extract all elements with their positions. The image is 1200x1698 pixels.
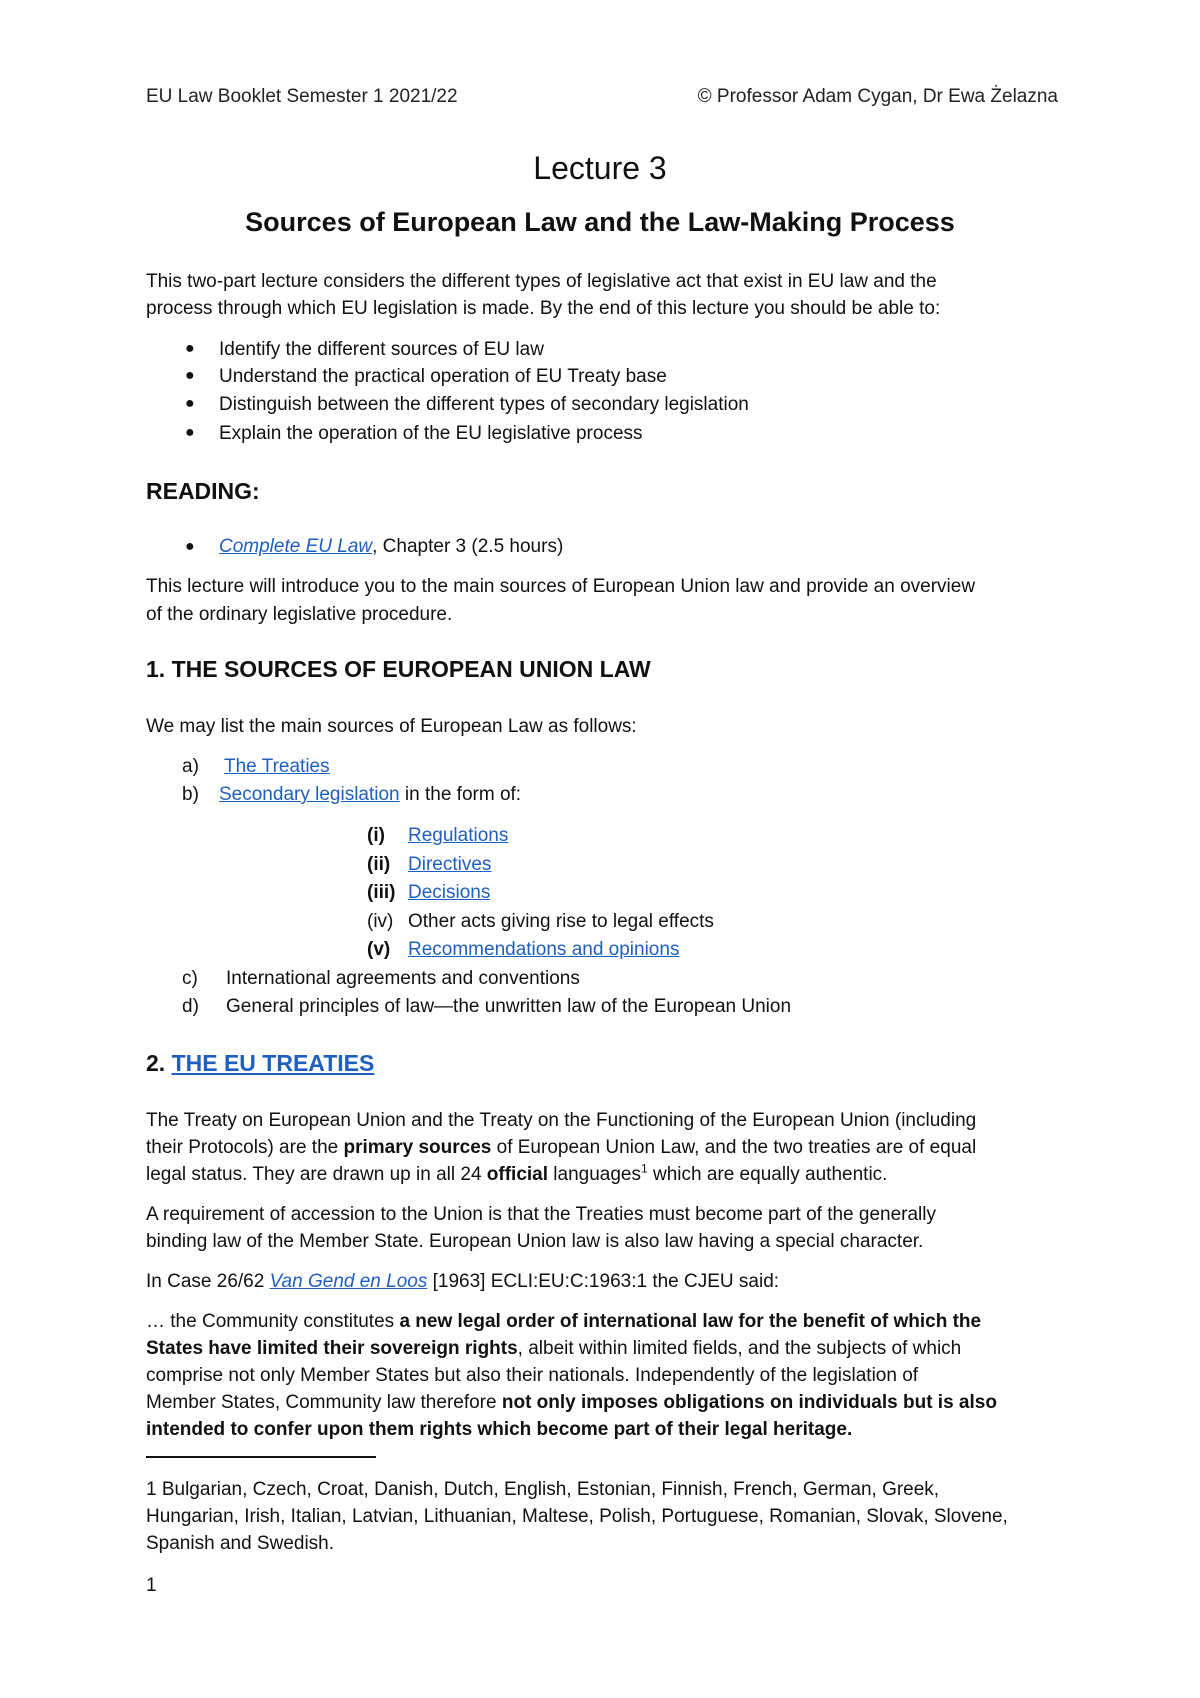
- secondary-legislation-item: [219, 781, 521, 808]
- bullet-icon: ●: [185, 395, 195, 412]
- header-left: EU Law Booklet Semester 1 2021/22: [146, 86, 458, 107]
- reading-item: [219, 533, 563, 560]
- page-number: 1: [146, 1575, 157, 1596]
- p3-line: In Case 26/62 Van Gend en Loos [1963] ECLI:EU:C:1963:1 the CJEU said:: [146, 1271, 780, 1292]
- quote-line-2: States have limited their sovereign rights, albeit within limited fields, and the subjects of which: [146, 1338, 962, 1359]
- bullet-icon: ●: [185, 340, 195, 357]
- list-label-d: d): [182, 996, 199, 1017]
- quote-line-4: Member States, Community law therefore not only imposes obligations on individuals but is also: [146, 1392, 997, 1413]
- list-item-c: International agreements and conventions: [226, 968, 580, 989]
- header-right: © Professor Adam Cygan, Dr Ewa Żelazna: [697, 86, 1058, 107]
- page-subtitle: Sources of European Law and the Law-Making Process: [245, 207, 955, 237]
- section-1-intro: We may list the main sources of European Law as follows:: [146, 716, 637, 737]
- reading-suffix: , Chapter 3 (2.5 hours): [372, 536, 564, 557]
- the-treaties-link[interactable]: [224, 753, 330, 780]
- footnote-line-1: 1 Bulgarian, Czech, Croat, Danish, Dutch, English, Estonian, Finnish, French, German, Greek,: [146, 1479, 940, 1500]
- sub-num: (i): [367, 825, 385, 846]
- sub-num: (ii): [367, 854, 391, 875]
- objective-item: Distinguish between the different types of secondary legislation: [219, 394, 749, 415]
- p1-line-3: legal status. They are drawn up in all 24 official languages$^1$ which are equally authentic.: [146, 1161, 888, 1185]
- page-title: Lecture 3: [533, 150, 667, 186]
- list-label-c: c): [182, 968, 198, 989]
- section-2-number: 2.: [146, 1050, 172, 1076]
- other-acts-text: Other acts giving rise to legal effects: [408, 911, 714, 932]
- sub-num: (iv): [367, 911, 394, 932]
- p1-line-1: The Treaty on European Union and the Treaty on the Functioning of the European Union (including: [146, 1110, 977, 1131]
- bullet-icon: ●: [185, 538, 195, 555]
- recommendations-opinions-link[interactable]: Recommendations and opinions: [408, 939, 680, 960]
- bullet-icon: ●: [185, 367, 195, 384]
- the-treaties-link-text[interactable]: The Treaties: [224, 756, 330, 777]
- secondary-legislation-link[interactable]: Secondary legislation: [219, 784, 400, 805]
- footnote-divider: [146, 1456, 376, 1458]
- van-gend-en-loos-link[interactable]: Van Gend en Loos: [269, 1271, 428, 1292]
- p1-line-2: their Protocols) are the primary sources of European Union Law, and the two treaties are of equal: [146, 1137, 977, 1158]
- footnote-line-3: Spanish and Swedish.: [146, 1533, 335, 1554]
- list-item-d: General principles of law—the unwritten law of the European Union: [226, 996, 792, 1017]
- p2-line-1: A requirement of accession to the Union is that the Treaties must become part of the generally: [146, 1204, 936, 1225]
- directives-link[interactable]: Directives: [408, 854, 492, 875]
- eu-treaties-link[interactable]: THE EU TREATIES: [171, 1050, 375, 1076]
- quote-line-3: comprise not only Member States but also their nationals. Independently of the legislation of: [146, 1365, 919, 1386]
- reading-para-line-2: of the ordinary legislative procedure.: [146, 604, 453, 625]
- quote-line-1: … the Community constitutes a new legal order of international law for the benefit of which the: [146, 1311, 982, 1332]
- sub-num: (v): [367, 939, 391, 960]
- footnote-ref[interactable]: 1: [641, 1161, 648, 1176]
- section-2-heading: [146, 1050, 374, 1077]
- objective-item: Understand the practical operation of EU Treaty base: [219, 366, 667, 387]
- complete-eu-law-link[interactable]: Complete EU Law: [219, 536, 373, 557]
- intro-line-1: This two-part lecture considers the different types of legislative act that exist in EU law and the: [146, 271, 937, 292]
- quote-line-5: intended to confer upon them rights which become part of their legal heritage.: [146, 1419, 853, 1440]
- p2-line-2: binding law of the Member State. European Union law is also law having a special character.: [146, 1231, 924, 1252]
- objective-item: Explain the operation of the EU legislative process: [219, 423, 643, 444]
- secondary-legislation-suffix: in the form of:: [399, 784, 522, 805]
- intro-line-2: process through which EU legislation is made. By the end of this lecture you should be able to:: [146, 298, 941, 319]
- regulations-link[interactable]: Regulations: [408, 825, 509, 846]
- reading-heading: READING:: [146, 478, 260, 504]
- sub-num: (iii): [367, 882, 396, 903]
- bullet-icon: ●: [185, 424, 195, 441]
- section-1-heading: 1. THE SOURCES OF EUROPEAN UNION LAW: [146, 656, 651, 682]
- list-label-a: a): [182, 756, 199, 777]
- list-label-b: b): [182, 784, 199, 805]
- decisions-link[interactable]: Decisions: [408, 882, 491, 903]
- footnote-line-2: Hungarian, Irish, Italian, Latvian, Lithuanian, Maltese, Polish, Portuguese, Romanian, Slovak, Slovene,: [146, 1506, 1008, 1527]
- reading-para-line-1: This lecture will introduce you to the main sources of European Union law and provide an overview: [146, 576, 976, 597]
- objective-item: Identify the different sources of EU law: [219, 339, 544, 360]
